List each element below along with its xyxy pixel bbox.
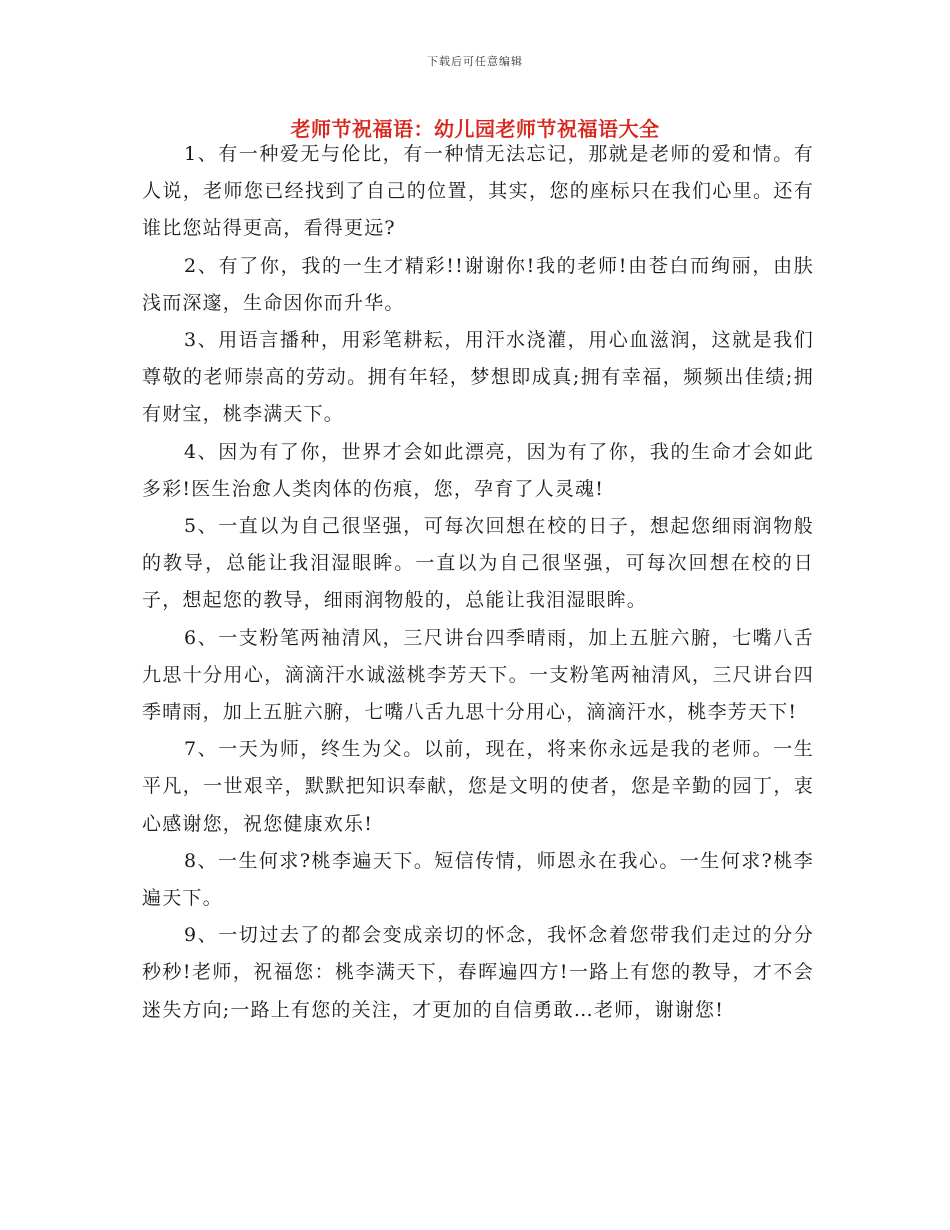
paragraph-3: 3、用语言播种，用彩笔耕耘，用汗水浇灌，用心血滋润，这就是我们尊敬的老师崇高的劳动。拥有年轻，梦想即成真;拥有幸福，频频出佳绩;拥有财宝，桃李满天下。 [142,329,814,426]
header-note: 下载后可任意编辑 [427,55,523,68]
paragraph-1: 1、有一种爱无与伦比，有一种情无法忘记，那就是老师的爱和情。有人说，老师您已经找到了自己的位置，其实，您的座标只在我们心里。还有谁比您站得更高，看得更远? [142,143,814,240]
paragraph-2: 2、有了你，我的一生才精彩!!谢谢你!我的老师!由苍白而绚丽，由肤浅而深邃，生命因你而升华。 [142,254,814,314]
paragraph-8: 8、一生何求?桃李遍天下。短信传情，师恩永在我心。一生何求?桃李遍天下。 [142,849,814,910]
paragraph-6: 6、一支粉笔两袖清风，三尺讲台四季晴雨，加上五脏六腑，七嘴八舌九思十分用心，滴滴汗水诚滋桃李芳天下。一支粉笔两袖清风，三尺讲台四季晴雨，加上五脏六腑，七嘴八舌九思十分用心，滴滴汗水，桃李芳天下! [142,626,814,724]
document-body [142,136,814,1029]
paragraph-4: 4、因为有了你，世界才会如此漂亮，因为有了你，我的生命才会如此多彩!医生治愈人类肉体的伤痕，您，孕育了人灵魂! [142,440,814,500]
document-title: 老师节祝福语：幼儿园老师节祝福语大全 [290,117,660,141]
paragraph-7: 7、一天为师，终生为父。以前，现在，将来你永远是我的老师。一生平凡，一世艰辛，默默把知识奉献，您是文明的使者，您是辛勤的园丁，衷心感谢您，祝您健康欢乐! [142,738,814,835]
paragraph-9: 9、一切过去了的都会变成亲切的怀念，我怀念着您带我们走过的分分秒秒!老师，祝福您：桃李满天下，春晖遍四方!一路上有您的教导，才不会迷失方向;一路上有您的关注，才更加的自信勇敢…老师，谢谢您! [142,924,814,1021]
paragraph-5: 5、一直以为自己很坚强，可每次回想在校的日子，想起您细雨润物般的教导，总能让我泪湿眼眸。一直以为自己很坚强，可每次回想在校的日子，想起您的教导，细雨润物般的，总能让我泪湿眼眸。 [142,515,814,612]
